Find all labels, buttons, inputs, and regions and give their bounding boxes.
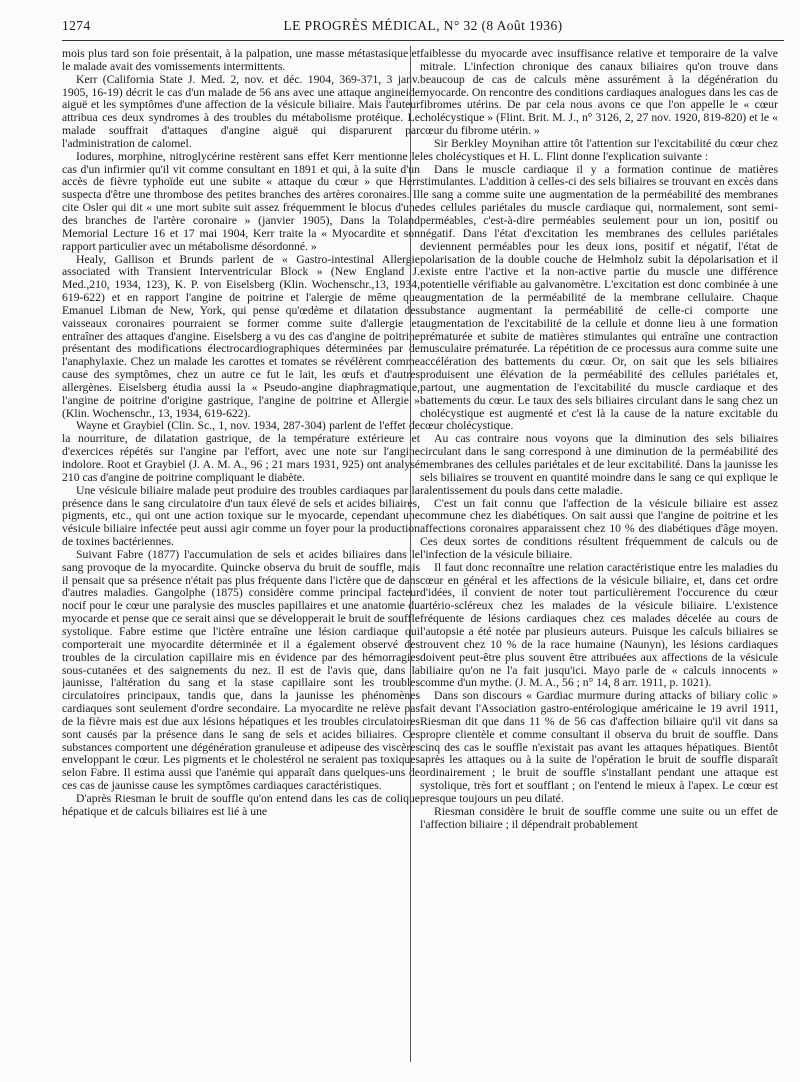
journal-title: LE PROGRÈS MÉDICAL, N° 32 (8 Août 1936)	[283, 18, 563, 33]
paragraph: Riesman considère le bruit de souffle comme une suite ou un effet de l'affection biliaire ; il dépendrait probablement	[420, 804, 778, 831]
paragraph: Healy, Gallison et Brunds parlent de « Gastro-intestinal Allergie associated with Transient Interventricular Block » (New England J. Med.,210, 1934, 123), K. P. von Eiselsberg (Klin. Wochenschr.,13, 1934, 619-622) et en rapport l'angine de poitrine et l'alergie de même que Emanuel Libman de New, York, qui pense qu'œdème et dilatation des vaisseaux coronaires pourraient se former comme suite d'allergie et entraîner des attaques d'angine. Eiselsberg a vu des cas d'angine de poitrine présentant des modifications électrocardiographiques déterminées par de l'anaphylaxie. Chez un malade les carottes et tomates se révélèrent comme cause des symptômes, chez un autre ce fut le lait, les œufs et d'autres allergènes. Eiselsberg étudia aussi la « Pseudo-angine diaphragmatique, l'angine de poitrine d'origine gastrique, l'angine de poitrine et Allergie » (Klin. Wochenschr., 13, 1934, 619-622).	[62, 252, 420, 420]
paragraph: Sir Berkley Moynihan attire tôt l'attention sur l'excitabilité du cœur chez les cholécystiques et H. L. Flint donne l'explication suivante :	[420, 136, 778, 163]
paragraph: Wayne et Graybiel (Clin. Sc., 1, nov. 1934, 287-304) parlent de l'effet de la nourriture, de dilatation gastrique, de la température extérieure et d'exercices répétés sur l'angine par l'effort, avec une note sur l'angine indolore. Root et Graybiel (J. A. M. A., 96 ; 21 mars 1931, 925) ont analysé 210 cas d'angine de poitrine compliquant le diabète.	[62, 419, 420, 484]
paragraph: Dans le muscle cardiaque il y a formation continue de matières stimulantes. L'addition à celles-ci des sels biliaires se trouvant en excès dans le sang a comme suite une augmentation de la perméabilité des membranes des cellules pariétales du muscle cardiaque qui, normalement, sont semi-perméables, c'est-à-dire perméables seulement pour un ion, positif ou négatif. Dans l'état d'excitation les membranes des cellules pariétales deviennent perméables pour les deux ions, positif et négatif, l'état de polarisation de la double couche de Helmholz subit la dépolarisation et il existe entre l'active et la non-active partie du muscle une différence potentielle vérifiable au galvanomètre. L'excitation est donc combinée à une augmentation de la perméabilité de la membrane cellulaire. Chaque substance augmentant la perméabilité de celle-ci comporte une augmentation de l'excitabilité de la cellule et donne lieu à une formation prématurée et subite de matières stimulantes qui entraîne une contraction musculaire prématurée. La répétition de ce processus aura comme suite une accélération des battements du cœur. Or, on sait que les sels biliaires produisent une élévation de la perméabilité des cellules pariétales et, partout, une augmentation de l'excitabilité du muscle cardiaque et des battements du cœur. Le taux des sels biliaires circulant dans le sang chez un cholécystique est augmenté et c'est là la cause de la nature excitable du cœur cholécystique.	[420, 162, 778, 433]
header-rule	[62, 40, 784, 41]
paragraph: faiblesse du myocarde avec insuffisance relative et temporaire de la valve mitrale. L'infection chronique des canaux biliaires qu'on trouve dans beaucoup de cas de calculs mène assurément à la dégénération du myocarde. On rencontre des conditions cardiaques analogues dans les cas de fibromes utérins. De par cela nous avons ce que l'on appelle le « cœur cholécystique » (Flint. Brit. M. J., n° 3126, 2, 27 nov. 1920, 819-820) et le « cœur du fibrome utérin. »	[420, 48, 778, 138]
paragraph: Kerr (California State J. Med. 2, nov. et déc. 1904, 369-371, 3 janv. 1905, 16-19) décrit le cas d'un malade de 56 ans avec une attaque angineide aiguë et les symptômes d'une affection de la vésicule biliaire. Mais l'auteur attribua ces deux syndromes à des troubles du métabolisme protéique. Le malade souffrait d'attaques d'angine aiguë qui disparurent par l'administration de calomel.	[62, 72, 420, 150]
paragraph: Dans son discours « Gardiac murmure during attacks of biliary colic » fait devant l'Association gastro-entérologique américaine le 19 avril 1911, Riesman dit que dans 11 % de 56 cas d'affection biliaire qu'il vit dans sa propre clientèle et comme consultant il observa du bruit de souffle. Dans cinq des cas le souffle n'existait pas avant les attaques hépatiques. Bientôt après les attaques ou à la suite de l'opération le bruit de souffle disparaît ordinairement ; le bruit de souffle s'installant pendant une attaque est systolique, très fort et soufflant ; on l'entend le mieux à l'apex. Le cœur est presque toujours un peu dilaté.	[420, 689, 778, 805]
page-number: 1274	[62, 18, 91, 33]
paragraph: D'après Riesman le bruit de souffle qu'on entend dans les cas de colique hépatique et de calculs biliaires est lié à une	[62, 791, 420, 818]
column-divider	[410, 46, 411, 1062]
paragraph: Une vésicule biliaire malade peut produire des troubles cardiaques par la présence dans le sang circulatoire d'un taux élevé de sels et acides biliaires, pigments, etc., qui ont une action toxique sur le myocarde, cependant une vésicule biliaire infectée peut aussi agir comme un foyer pour la production de toxines bactériennes.	[62, 483, 420, 549]
paragraph: Il faut donc reconnaître une relation caractéristique entre les maladies du cœur en général et les affections de la vésicule biliaire, et, dans cet ordre d'idées, il convient de noter tout particulièrement l'occurence du cœur artério-scléreux chez les malades de la vésicule biliaire. L'existence fréquente de lésions cardiaques chez ces malades décelée au cours de l'autopsie a été notée par plusieurs auteurs. Puisque les calculs biliaires se trouvent chez 10 % de la race humaine (Naunyn), les lésions cardiaques doivent peut-être plus souvent être attribuées aux affections de la vésicule biliaire qu'on ne l'a fait jusqu'ici. Mayo parle de « calculs innocents » comme d'un mythe. (J. M. A., 56 ; n° 14, 8 arr. 1911, p. 1021).	[420, 560, 778, 690]
paragraph: Iodures, morphine, nitroglycérine restèrent sans effet Kerr mentionne le cas d'un infirmier qu'il vit comme consultant en 1891 et qui, à la suite d'un accès de fièvre typhoïde eut une subite « attaque du cœur » que Herr suspecta d'être une thrombose des petites branches des artères coronaires. Il cite Osler qui dit « une mort subite suit assez fréquemment le blocus d'une des branches de l'artère coronaire » (janvier 1905), Dans la Toland Memorial Lecture 16 et 17 mai 1904, Kerr traite la « Myocardite et son rapport particulier avec un métabolisme désordonné. »	[62, 149, 420, 253]
right-column	[420, 48, 778, 1072]
left-column	[62, 48, 420, 1072]
paragraph: Au cas contraire nous voyons que la diminution des sels biliaires circulant dans le sang correspond à une diminution de la perméabilité des membranes des cellules pariétales et de leur excitabilité. Dans la jaunisse les sels biliaires se trouvent en quantité moindre dans le sang ce qui explique le ralentissement du pouls dans cette maladie.	[420, 432, 778, 497]
paragraph: Suivant Fabre (1877) l'accumulation de sels et acides biliaires dans le sang provoque de la myocardite. Quincke observa du bruit de souffle, mais il pensait que sa présence n'était pas plus fréquente dans l'ictère que de dans d'autres maladies. Gangolphe (1875) considère comme principal facteur nocif pour le cœur une paralysie des muscles papillaires et une anatomie du myocarde et pense que ce serait ainsi que se développerait le bruit de souffle systolique. Fabre estime que l'ictère entraîne une lésion cardiaque qui comporterait une myocardite déterminée et il a également observé des troubles de la circulation capillaire mis en évidence par des hémorragies sous-cutanées et des saignements du nez. Il est de l'avis que, dans la jaunisse, l'altération du sang et la stase capillaire sont les troubles circulatoires principaux, tandis que, dans la jaunisse les phénomènes cardiaques sont seulement d'ordre secondaire. La myocardite ne relève pas de la fièvre mais est due aux lésions hépatiques et les troubles circulatoires sont causés par la présence dans le sang de sels et acides biliaires. Ces substances comportent une dégénération granuleuse et adipeuse des viscères enveloppant le cœur. Les pigments et le cholestérol ne seraient pas toxiques selon Fabre. Il estima aussi que l'anémie qui apparaît dans quelques-uns de ces cas de jaunisse cause les symptômes cardiaques caractéristiques.	[62, 547, 420, 793]
paragraph: C'est un fait connu que l'affection de la vésicule biliaire est assez commune chez les diabétiques. On sait aussi que l'angine de poitrine et les affections coronaires apparaissent chez 10 % des diabétiques d'âge moyen. Ces deux sortes de conditions résultent fréquemment de calculs ou de l'infection de la vésicule biliaire.	[420, 496, 778, 561]
paragraph: mois plus tard son foie présentait, à la palpation, une masse métastasique et le malade avait des vomissements intermittents.	[62, 48, 420, 73]
running-header	[62, 14, 784, 38]
